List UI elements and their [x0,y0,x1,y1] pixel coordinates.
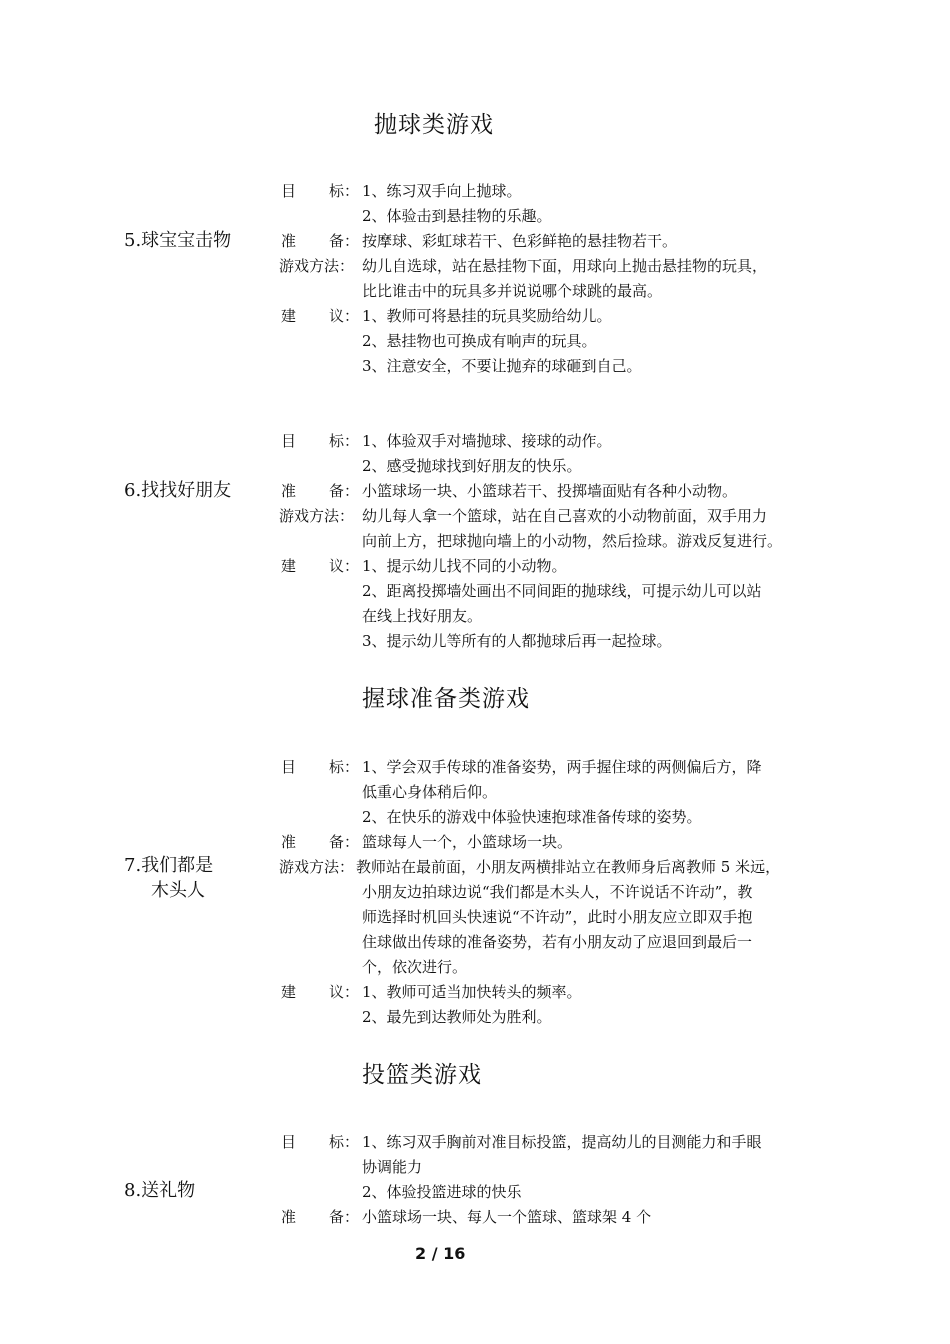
method-line: 小朋友边拍球边说“我们都是木头人，不许说话不许动”，教 [362,883,753,901]
suggest-line: 2、距离投掷墙处画出不同间距的抛球线，可提示幼儿可以站 [362,582,762,600]
suggest-line: 1、提示幼儿找不同的小动物。 [362,557,567,575]
label-prep: 准 备： [281,833,360,851]
goal-line: 协调能力 [362,1158,423,1176]
method-line: 教师站在最前面，小朋友两横排站立在教师身后离教师 5 米远， [356,858,781,876]
game-name-5: 5.球宝宝击物 [124,230,232,251]
label-suggest: 建 议： [281,557,360,575]
method-line: 比比谁击中的玩具多并说说哪个球跳的最高。 [362,282,663,300]
label-goal: 目 标： [281,758,360,776]
method-line: 师选择时机回头快速说“不许动”，此时小朋友应立即双手抱 [362,908,753,926]
goal-line: 1、练习双手向上抛球。 [362,182,522,200]
label-prep: 准 备： [281,1208,360,1226]
suggest-line: 2、悬挂物也可换成有响声的玩具。 [362,332,597,350]
game-name-7-line2: 木头人 [151,880,205,901]
goal-line: 2、在快乐的游戏中体验快速抱球准备传球的姿势。 [362,808,702,826]
suggest-line: 3、注意安全，不要让抛弃的球砸到自己。 [362,357,642,375]
suggest-line: 3、提示幼儿等所有的人都抛球后再一起捡球。 [362,632,672,650]
game-name-6: 6.找找好朋友 [124,480,232,501]
method-line: 住球做出传球的准备姿势，若有小朋友动了应退回到最后一 [362,933,753,951]
goal-line: 2、体验投篮进球的快乐 [362,1183,522,1201]
label-prep: 准 备： [281,482,360,500]
section-title-holding: 握球准备类游戏 [362,686,530,712]
section-title-shooting: 投篮类游戏 [362,1062,482,1088]
goal-line: 1、体验双手对墙抛球、接球的动作。 [362,432,612,450]
label-method: 游戏方法： [279,257,355,275]
goal-line: 2、感受抛球找到好朋友的快乐。 [362,457,582,475]
section-title-throwing: 抛球类游戏 [374,112,494,138]
label-goal: 目 标： [281,182,360,200]
prep-line: 小篮球场一块、每人一个篮球、篮球架 4 个 [362,1208,652,1226]
label-goal: 目 标： [281,1133,360,1151]
label-method: 游戏方法： [279,507,355,525]
goal-line: 2、体验击到悬挂物的乐趣。 [362,207,552,225]
label-prep: 准 备： [281,232,360,250]
suggest-line: 2、最先到达教师处为胜利。 [362,1008,552,1026]
label-method: 游戏方法： [279,858,355,876]
label-goal: 目 标： [281,432,360,450]
method-line: 幼儿自选球，站在悬挂物下面，用球向上抛击悬挂物的玩具， [362,257,768,275]
game-name-8: 8.送礼物 [124,1180,196,1201]
method-line: 个，依次进行。 [362,958,468,976]
goal-line: 低重心身体稍后仰。 [362,783,498,801]
suggest-line: 1、教师可适当加快转头的频率。 [362,983,582,1001]
suggest-line: 1、教师可将悬挂的玩具奖励给幼儿。 [362,307,612,325]
method-line: 幼儿每人拿一个篮球，站在自己喜欢的小动物前面，双手用力 [362,507,768,525]
label-suggest: 建 议： [281,307,360,325]
prep-line: 按摩球、彩虹球若干、色彩鲜艳的悬挂物若干。 [362,232,678,250]
goal-line: 1、学会双手传球的准备姿势，两手握住球的两侧偏后方，降 [362,758,762,776]
prep-line: 小篮球场一块、小篮球若干、投掷墙面贴有各种小动物。 [362,482,738,500]
prep-line: 篮球每人一个，小篮球场一块。 [362,833,573,851]
method-line: 向前上方，把球抛向墙上的小动物，然后捡球。游戏反复进行。 [362,532,783,550]
page-number: 2 / 16 [415,1244,466,1263]
game-name-7-line1: 7.我们都是 [124,855,214,876]
goal-line: 1、练习双手胸前对准目标投篮，提高幼儿的目测能力和手眼 [362,1133,762,1151]
suggest-line: 在线上找好朋友。 [362,607,483,625]
label-suggest: 建 议： [281,983,360,1001]
